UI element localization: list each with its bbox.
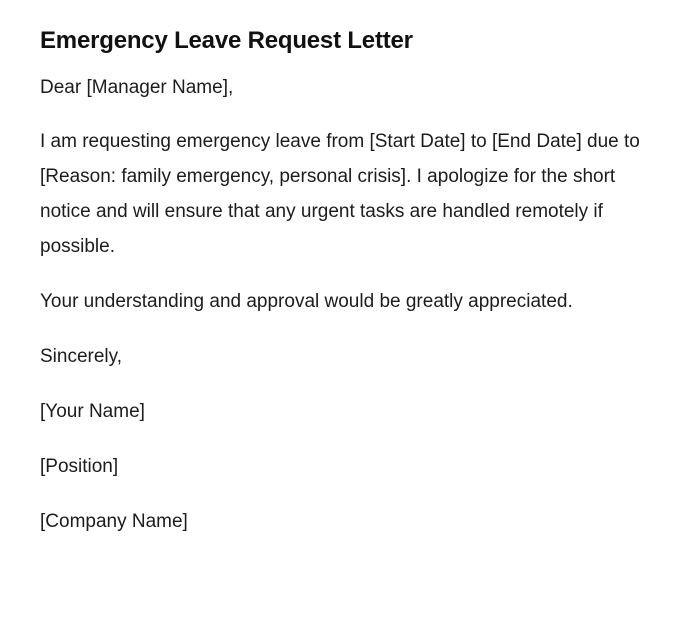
letter-body-paragraph-approval: Your understanding and approval would be greatly appreciated. <box>40 291 573 312</box>
signature-position: [Position] <box>40 456 119 477</box>
signature-name: [Your Name] <box>40 401 145 422</box>
letter-title: Emergency Leave Request Letter <box>40 27 413 54</box>
letter-body-paragraph-request: I am requesting emergency leave from [Start Date] to [End Date] due to [Reason: family emergency, personal crisis]. I apologize for the short notice and will ensure that any urgent tasks are handled remotely if possible. <box>40 131 640 257</box>
signature-company: [Company Name] <box>40 511 188 532</box>
letter-closing: Sincerely, <box>40 346 123 367</box>
letter-document <box>40 22 640 559</box>
letter-salutation: Dear [Manager Name], <box>40 77 234 98</box>
